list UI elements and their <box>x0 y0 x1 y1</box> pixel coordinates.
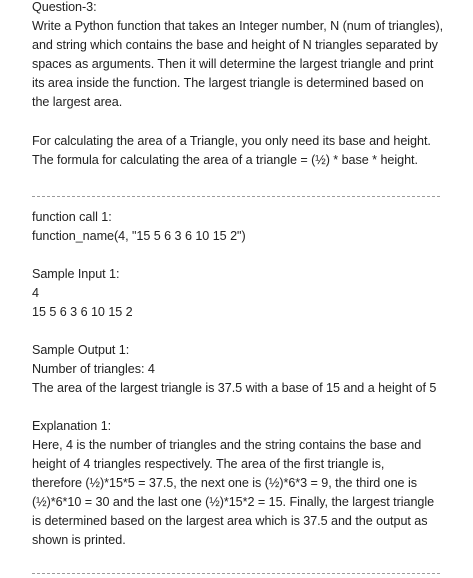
function-call-code: function_name(4, "15 5 6 3 6 10 15 2") <box>32 229 246 243</box>
explanation-line-2: height of 4 triangles respectively. The area of the first triangle is, <box>32 457 385 471</box>
explanation-line-4: (½)*6*10 = 30 and the last one (½)*15*2 = 15. Finally, the largest triangle <box>32 495 435 509</box>
explanation-line-3: therefore (½)*15*5 = 37.5, the next one is (½)*6*3 = 9, the third one is <box>32 476 417 490</box>
sample-output-line-1: Number of triangles: 4 <box>32 362 155 376</box>
sample-input-line-1: 4 <box>32 286 39 300</box>
formula-line-2: The formula for calculating the area of a triangle = (½) * base * height. <box>32 153 418 167</box>
sample-output-line-2: The area of the largest triangle is 37.5 with a base of 15 and a height of 5 <box>32 381 437 395</box>
explanation-line-1: Here, 4 is the number of triangles and the string contains the base and <box>32 438 422 452</box>
description-line-5: the largest area. <box>32 95 123 109</box>
description-line-2: and string which contains the base and height of N triangles separated by <box>32 38 438 52</box>
sample-input-heading: Sample Input 1: <box>32 267 120 281</box>
description-line-1: Write a Python function that takes an Integer number, N (num of triangles), <box>32 19 444 33</box>
section-separator-bottom <box>32 573 440 574</box>
explanation-heading: Explanation 1: <box>32 419 112 433</box>
formula-line-1: For calculating the area of a Triangle, you only need its base and height. <box>32 134 431 148</box>
explanation-line-6: shown is printed. <box>32 533 126 547</box>
function-call-heading: function call 1: <box>32 210 112 224</box>
description-line-3: spaces as arguments. Then it will determine the largest triangle and print <box>32 57 434 71</box>
description-line-4: its area inside the function. The largest triangle is determined based on <box>32 76 424 90</box>
question-title: Question-3: <box>32 0 97 14</box>
sample-input-line-2: 15 5 6 3 6 10 15 2 <box>32 305 133 319</box>
sample-output-heading: Sample Output 1: <box>32 343 130 357</box>
section-separator-top <box>32 196 440 197</box>
explanation-line-5: is determined based on the largest area which is 37.5 and the output as <box>32 514 428 528</box>
